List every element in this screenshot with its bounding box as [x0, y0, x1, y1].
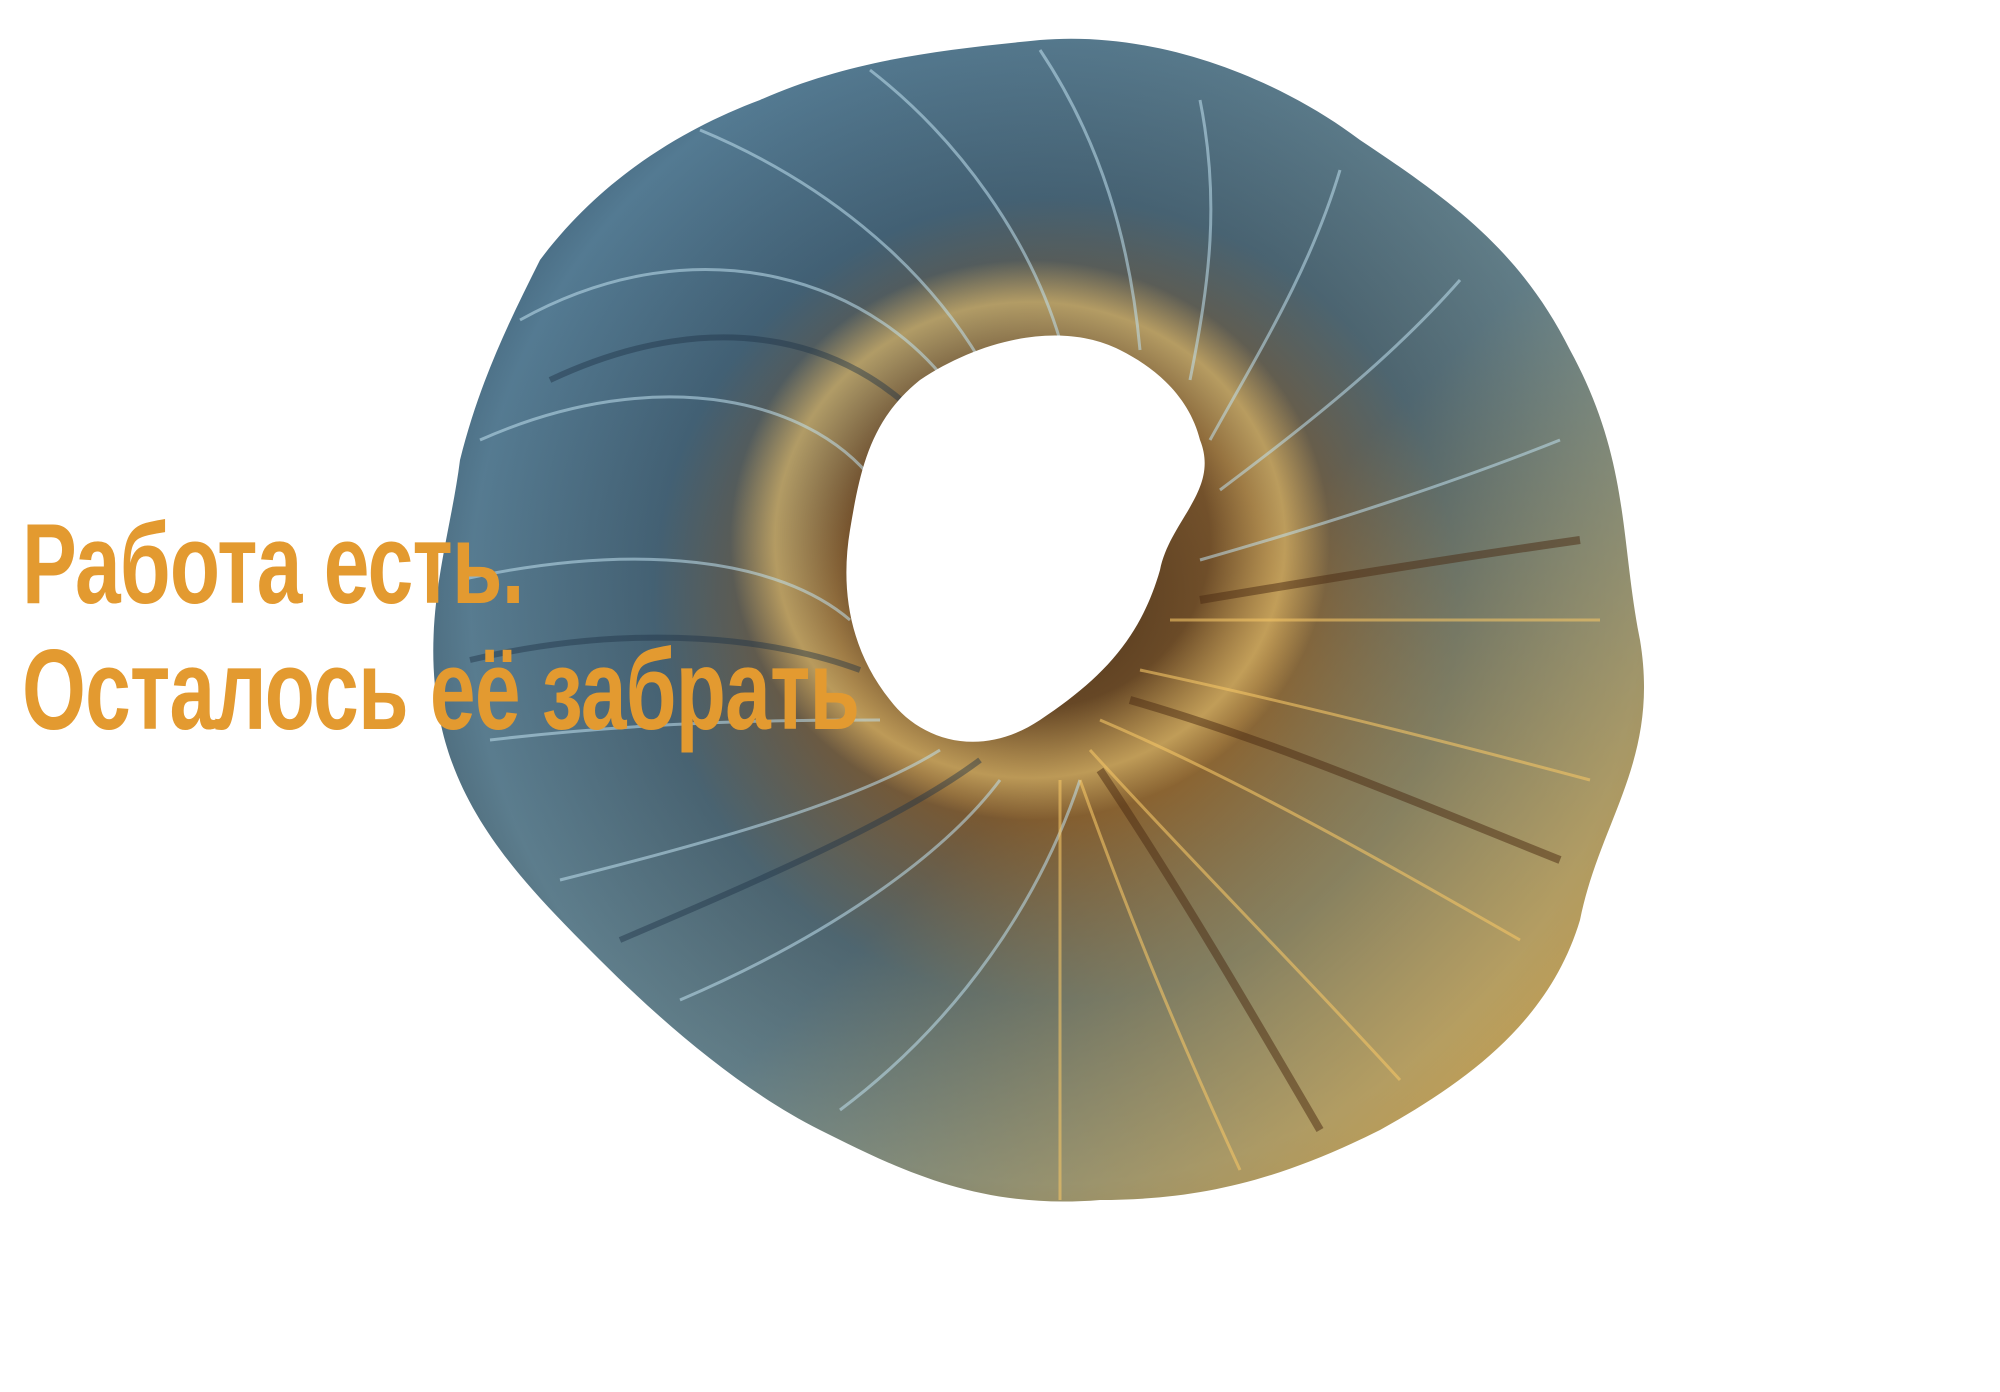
headline [22, 502, 859, 754]
headline-line-1: Работа есть. [22, 501, 524, 628]
headline-line-2: Осталось её забрать [22, 627, 860, 754]
